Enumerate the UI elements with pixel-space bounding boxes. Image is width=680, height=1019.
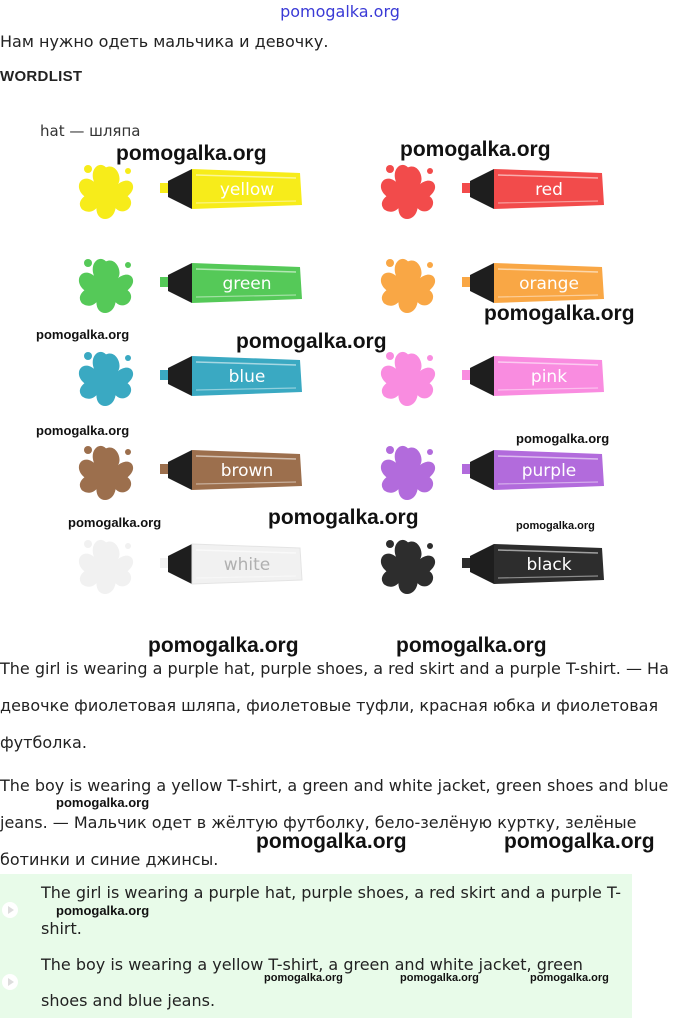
splash-drop: [125, 262, 131, 268]
watermark: pomogalka.org: [116, 142, 267, 165]
splash-drop: [383, 485, 389, 491]
watermark: pomogalka.org: [396, 634, 547, 657]
marker-label: pink: [530, 367, 568, 387]
paragraph-line: The girl is wearing a purple hat, purple shoes, a red skirt and a purple T-shirt. — На: [0, 659, 669, 678]
marker-nib: [168, 263, 192, 303]
marker-label: yellow: [219, 180, 275, 200]
highlight-line: shirt.: [41, 919, 82, 938]
splash-icon: [381, 446, 435, 500]
marker-label: blue: [228, 367, 266, 387]
marker-yellow: [79, 165, 302, 219]
marker-nib: [168, 356, 192, 396]
splash-icon: [79, 165, 133, 219]
highlight-line: The boy is wearing a yellow T-shirt, a green and white jacket, green: [41, 955, 583, 974]
splash-icon: [381, 165, 435, 219]
marker-blue: [79, 352, 302, 406]
marker-label: red: [535, 180, 563, 200]
splash-drop: [386, 446, 394, 454]
marker-nib: [168, 450, 192, 490]
splash-drop: [81, 485, 87, 491]
marker-nib: [470, 450, 494, 490]
splash-icon: [79, 540, 133, 594]
watermark: pomogalka.org: [236, 330, 387, 353]
marker-green: [79, 259, 302, 313]
paragraph-line: jeans. — Мальчик одет в жёлтую футболку, бело-зелёную куртку, зелёные: [0, 813, 637, 832]
play-audio-icon[interactable]: [2, 974, 18, 990]
splash-icon: [79, 259, 133, 313]
paragraph-boy: [0, 767, 680, 878]
splash-icon: [79, 352, 133, 406]
marker-nib: [470, 544, 494, 584]
watermark: pomogalka.org: [268, 506, 419, 529]
highlight-line: shoes and blue jeans.: [41, 991, 216, 1010]
marker-label: brown: [220, 461, 274, 481]
splash-drop: [427, 449, 433, 455]
marker-label: green: [222, 274, 272, 294]
watermark: pomogalka.org: [504, 830, 655, 853]
splash-drop: [84, 259, 92, 267]
marker-nib: [470, 169, 494, 209]
watermark: pomogalka.org: [264, 972, 343, 984]
splash-drop: [81, 298, 87, 304]
splash-drop: [386, 540, 394, 548]
watermark: pomogalka.org: [256, 830, 407, 853]
marker-black: [381, 540, 604, 594]
watermark: pomogalka.org: [400, 972, 479, 984]
wordlist-cut-line: hat — шляпа: [40, 122, 141, 136]
splash-icon: [381, 259, 435, 313]
marker-nib: [470, 263, 494, 303]
marker-nib: [470, 356, 494, 396]
splash-drop: [383, 391, 389, 397]
splash-drop: [386, 259, 394, 267]
splash-drop: [81, 579, 87, 585]
watermark: pomogalka.org: [148, 634, 299, 657]
splash-drop: [386, 165, 394, 173]
watermark: pomogalka.org: [530, 972, 609, 984]
splash-drop: [427, 262, 433, 268]
watermark: pomogalka.org: [68, 515, 162, 530]
splash-icon: [381, 540, 435, 594]
splash-drop: [386, 352, 394, 360]
splash-drop: [383, 579, 389, 585]
splash-drop: [84, 352, 92, 360]
watermark: pomogalka.org: [400, 138, 551, 161]
watermark: pomogalka.org: [56, 903, 150, 918]
marker-purple: [381, 446, 604, 500]
splash-drop: [81, 204, 87, 210]
paragraph-girl: [0, 650, 680, 761]
watermark: pomogalka.org: [36, 327, 130, 342]
splash-drop: [125, 355, 131, 361]
paragraph-line: The boy is wearing a yellow T-shirt, a green and white jacket, green shoes and blue: [0, 776, 669, 795]
splash-drop: [84, 446, 92, 454]
marker-label: white: [223, 555, 271, 575]
splash-drop: [427, 543, 433, 549]
splash-drop: [427, 355, 433, 361]
marker-label: black: [526, 555, 572, 575]
splash-drop: [383, 204, 389, 210]
watermark: pomogalka.org: [56, 795, 150, 810]
highlight-line: The girl is wearing a purple hat, purple shoes, a red skirt and a purple T-: [41, 883, 622, 902]
marker-label: orange: [519, 274, 579, 294]
splash-drop: [125, 168, 131, 174]
watermark: pomogalka.org: [484, 302, 635, 325]
splash-drop: [427, 168, 433, 174]
splash-icon: [79, 446, 133, 500]
marker-nib: [168, 544, 192, 584]
watermark: pomogalka.org: [36, 423, 130, 438]
intro-text: Нам нужно одеть мальчика и девочку.: [0, 32, 329, 51]
splash-drop: [81, 391, 87, 397]
marker-nib: [168, 169, 192, 209]
splash-drop: [383, 298, 389, 304]
splash-icon: [381, 352, 435, 406]
marker-white: [79, 540, 302, 594]
play-audio-icon[interactable]: [2, 902, 18, 918]
marker-pink: [381, 352, 604, 406]
marker-label: purple: [521, 461, 577, 481]
paragraph-line: футболка.: [0, 733, 87, 752]
paragraph-line: девочке фиолетовая шляпа, фиолетовые туфли, красная юбка и фиолетовая: [0, 696, 659, 715]
site-header-link[interactable]: pomogalka.org: [280, 2, 400, 21]
splash-drop: [125, 543, 131, 549]
splash-drop: [84, 165, 92, 173]
wordlist-heading: WORDLIST: [0, 68, 83, 85]
splash-drop: [84, 540, 92, 548]
splash-drop: [125, 449, 131, 455]
paragraph-line: ботинки и синие джинсы.: [0, 850, 219, 869]
watermark: pomogalka.org: [516, 431, 610, 446]
marker-brown: [79, 446, 302, 500]
watermark: pomogalka.org: [516, 520, 595, 532]
marker-red: [381, 165, 604, 219]
